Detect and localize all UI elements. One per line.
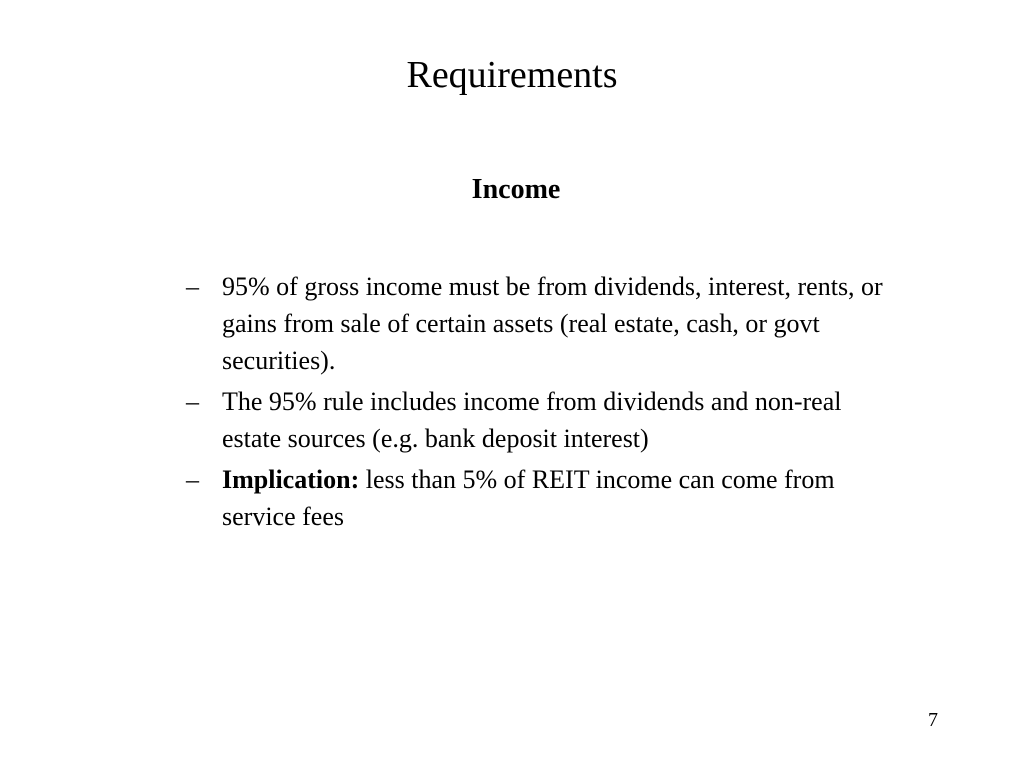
bullet-item [186,268,906,379]
bullet-list [186,268,906,539]
bullet-text: 95% of gross income must be from dividends, interest, rents, or gains from sale of certain assets (real estate, cash, or govt securities). [222,272,883,375]
slide-title: Requirements [406,54,618,96]
page-number: 7 [928,709,938,731]
dash-bullet-icon: – [186,465,199,494]
bullet-item [186,461,906,535]
section-heading: Income [471,174,561,205]
dash-bullet-icon: – [186,272,199,301]
bullet-item [186,383,906,457]
bullet-lead: Implication: [222,465,360,494]
dash-bullet-icon: – [186,387,199,416]
bullet-text: The 95% rule includes income from dividends and non-real estate sources (e.g. bank deposit interest) [222,387,842,453]
bullet-text: less than 5% of REIT income can come from service fees [222,465,835,531]
